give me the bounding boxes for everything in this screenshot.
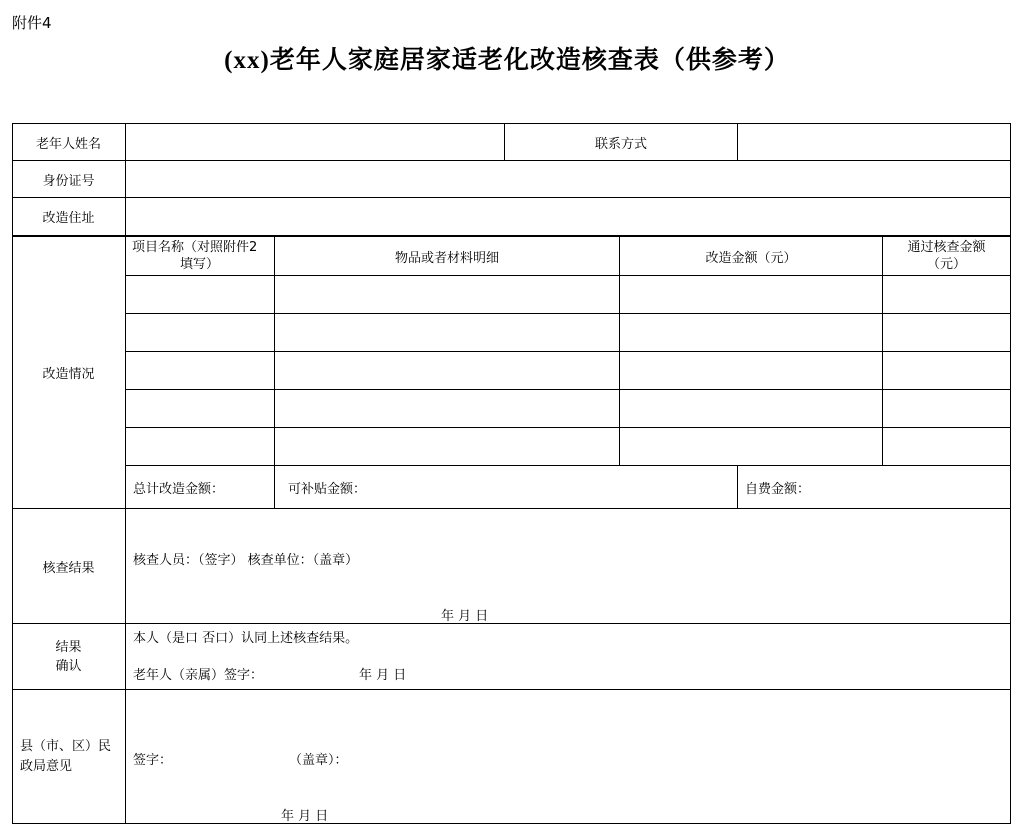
verification-date: 年 月 日	[441, 609, 489, 624]
civil-affairs-date: 年 月 日	[281, 809, 329, 824]
row-approved-cell[interactable]	[883, 276, 1010, 313]
row-amount-cell[interactable]	[620, 390, 882, 427]
column-header-materials: 物品或者材料明细	[394, 250, 499, 266]
subsidy-amount-field[interactable]: 可补贴金额：	[288, 481, 367, 497]
row-amount-cell[interactable]	[620, 276, 882, 313]
id-label: 身份证号	[42, 173, 95, 189]
confirmation-signature-label: 老年人（亲属）签字：	[133, 668, 264, 683]
name-label: 老年人姓名	[35, 136, 101, 152]
border-bottom	[12, 823, 1011, 824]
column-header-item-line1: 项目名称（对照附件2	[132, 240, 258, 255]
verification-label: 核查结果	[42, 560, 95, 576]
civil-affairs-seal-label: （盖章）：	[289, 753, 348, 768]
row-amount-cell[interactable]	[620, 352, 882, 389]
total-amount-field[interactable]: 总计改造金额：	[133, 481, 225, 497]
row-approved-cell[interactable]	[883, 428, 1010, 465]
address-label: 改造住址	[42, 211, 95, 226]
row-approved-cell[interactable]	[883, 314, 1010, 351]
civil-affairs-label-line2: 政局意见	[20, 758, 73, 774]
confirmation-label-line2: 确认	[55, 658, 82, 674]
attachment-label: 附件4	[12, 14, 52, 32]
row-materials-cell[interactable]	[275, 428, 619, 465]
contact-field[interactable]	[738, 124, 1010, 160]
column-header-approved-line1: 通过核查金额	[907, 240, 986, 255]
column-header-item	[126, 237, 274, 275]
column-header-approved-line2: （元）	[926, 257, 966, 272]
column-header-approved	[883, 237, 1010, 275]
name-field[interactable]	[126, 124, 504, 160]
border-right	[1010, 123, 1011, 824]
address-field[interactable]	[126, 198, 1010, 235]
row-approved-cell[interactable]	[883, 390, 1010, 427]
row-amount-cell[interactable]	[620, 428, 882, 465]
contact-label: 联系方式	[594, 136, 647, 152]
row-item-cell[interactable]	[126, 314, 274, 351]
confirmation-statement: 本人（是口 否口）认同上述核查结果。	[133, 631, 359, 646]
civil-affairs-label	[12, 689, 125, 824]
column-header-amount: 改造金额（元）	[705, 250, 797, 266]
row-materials-cell[interactable]	[275, 390, 619, 427]
row-materials-cell[interactable]	[275, 352, 619, 389]
row-item-cell[interactable]	[126, 390, 274, 427]
title-prefix: (xx)	[224, 47, 270, 74]
column-header-item-line2: 填写）	[180, 257, 220, 272]
row-amount-cell[interactable]	[620, 314, 882, 351]
renovation-label: 改造情况	[42, 367, 95, 382]
row-item-cell[interactable]	[126, 276, 274, 313]
verification-staff-text: 核查人员：（签字） 核查单位：（盖章）	[133, 553, 359, 568]
row-item-cell[interactable]	[126, 352, 274, 389]
civil-affairs-area[interactable]	[126, 690, 1010, 823]
self-pay-amount-field[interactable]: 自费金额：	[745, 481, 811, 497]
page-title	[0, 40, 1014, 76]
confirmation-area[interactable]	[126, 624, 1010, 689]
row-item-cell[interactable]	[126, 428, 274, 465]
confirmation-label	[12, 623, 125, 690]
id-field[interactable]	[126, 161, 1010, 197]
title-main: 老年人家庭居家适老化改造核查表（供参考）	[269, 45, 790, 74]
civil-affairs-sign-label: 签字：	[133, 753, 173, 768]
row-materials-cell[interactable]	[275, 314, 619, 351]
verification-area[interactable]	[126, 509, 1010, 623]
confirmation-label-line1: 结果	[55, 639, 82, 655]
row-materials-cell[interactable]	[275, 276, 619, 313]
confirmation-date: 年 月 日	[359, 668, 407, 683]
row-approved-cell[interactable]	[883, 352, 1010, 389]
civil-affairs-label-line1: 县（市、区）民	[20, 738, 112, 754]
